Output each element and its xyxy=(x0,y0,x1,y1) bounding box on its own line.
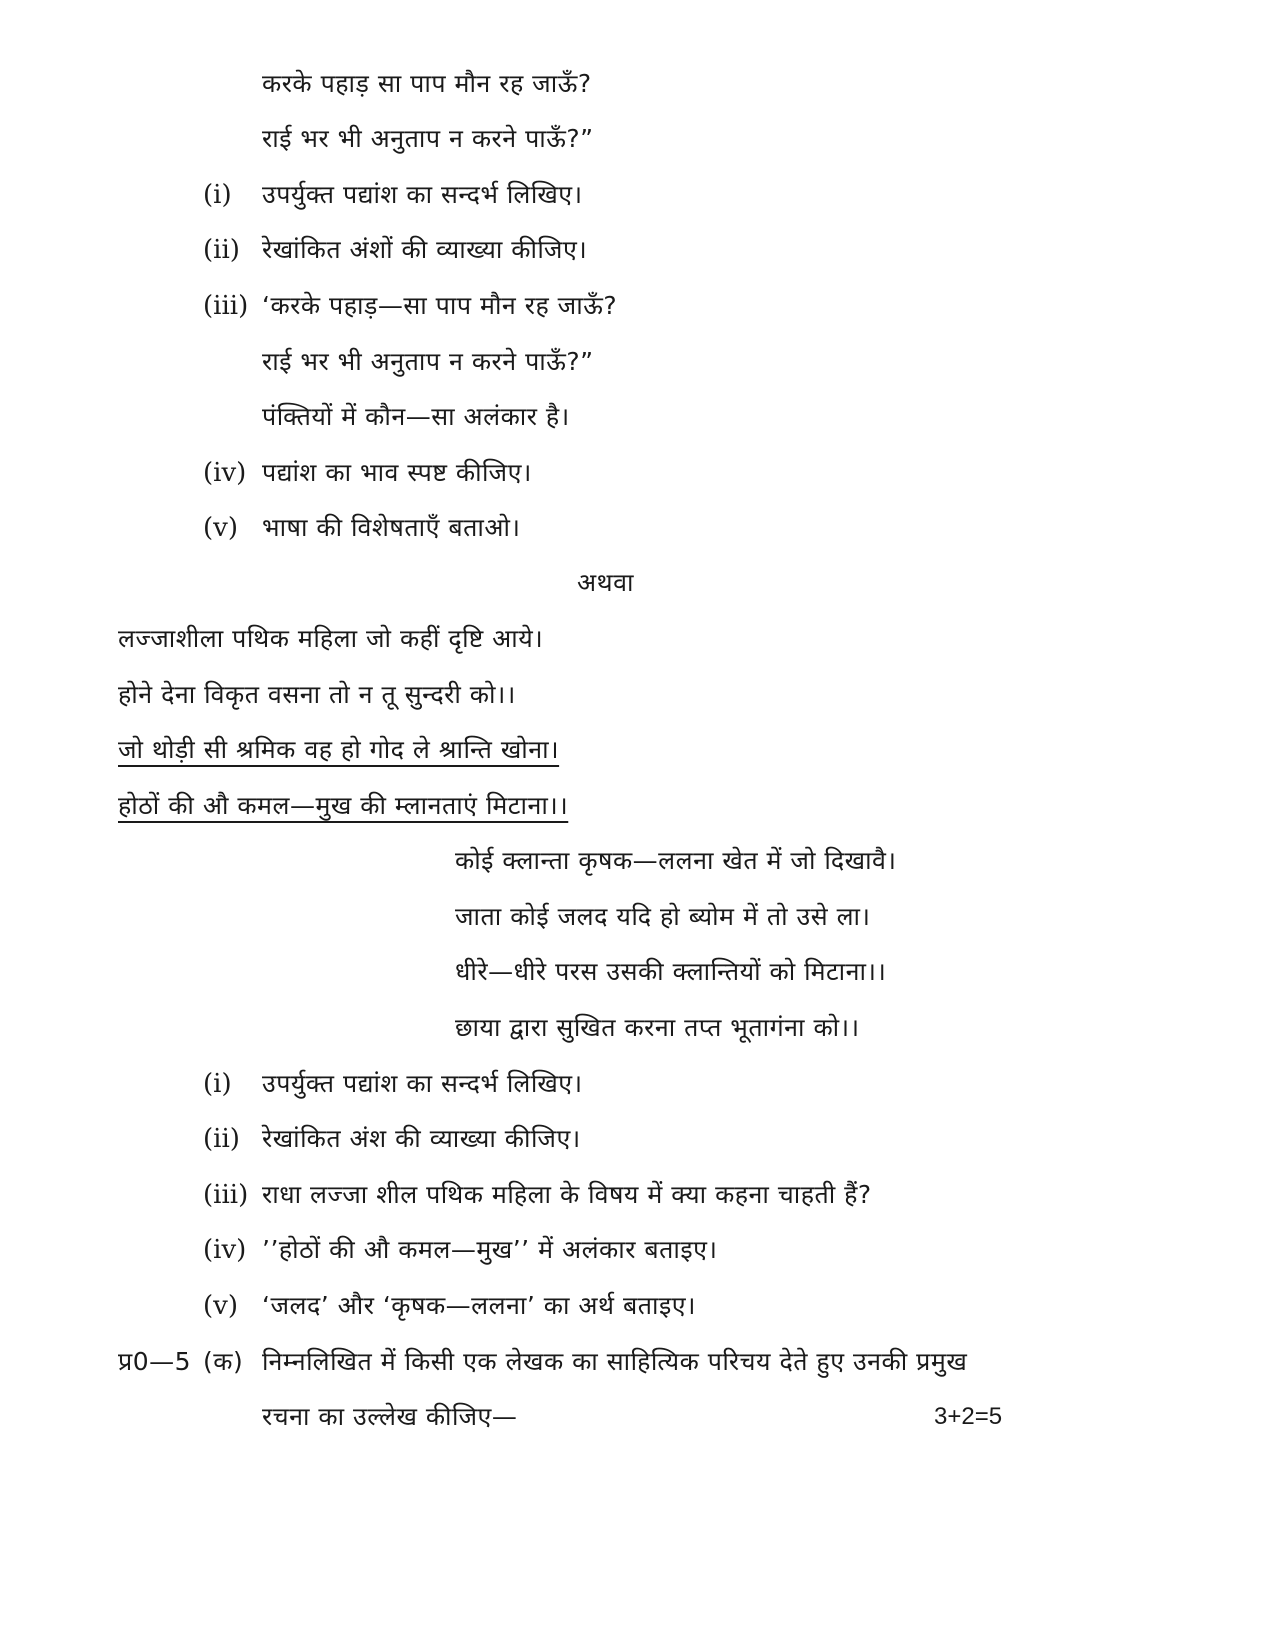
question-text: रेखांकित अंशों की व्याख्या कीजिए। xyxy=(262,235,588,264)
question-text: पद्यांश का भाव स्पष्ट कीजिए। xyxy=(262,458,532,487)
question-text: भाषा की विशेषताएँ बताओ। xyxy=(262,513,521,542)
question-number: (iii) xyxy=(203,291,249,321)
poem-line: छाया द्वारा सुखित करना तप्त भूतागंना को।। xyxy=(455,1013,860,1042)
poem-line: लज्जाशीला पथिक महिला जो कहीं दृष्टि आये। xyxy=(118,624,544,653)
poem-line: धीरे—धीरे परस उसकी क्लान्तियों को मिटाना।। xyxy=(455,957,887,986)
poem-line: राई भर भी अनुताप न करने पाऊँ?” xyxy=(262,124,594,153)
question-text: उपर्युक्त पद्यांश का सन्दर्भ लिखिए। xyxy=(262,180,583,209)
question-text: निम्नलिखित में किसी एक लेखक का साहित्यिक परिचय देते हुए उनकी प्रमुख xyxy=(262,1347,968,1376)
question-label: प्र0—5 xyxy=(118,1347,192,1376)
question-number: (v) xyxy=(203,1291,238,1321)
question-number: (iii) xyxy=(203,1180,249,1210)
question-text: राधा लज्जा शील पथिक महिला के विषय में क्या कहना चाहती हैं? xyxy=(262,1180,872,1209)
question-number: (iv) xyxy=(203,1235,247,1265)
question-number: (ii) xyxy=(203,1124,240,1154)
question-text: ‘जलद’ और ‘कृषक—ललना’ का अर्थ बताइए। xyxy=(262,1291,697,1320)
underlined-poem-line: जो थोड़ी सी श्रमिक वह हो गोद ले श्रान्ति खोना। xyxy=(118,735,560,764)
or-divider: अथवा xyxy=(577,568,634,597)
underlined-poem-line: होठों की औ कमल—मुख की म्लानताएं मिटाना।। xyxy=(118,791,569,820)
question-text: ’’होठों की औ कमल—मुख’’ में अलंकार बताइए। xyxy=(262,1235,718,1264)
question-text: उपर्युक्त पद्यांश का सन्दर्भ लिखिए। xyxy=(262,1069,583,1098)
question-number: (v) xyxy=(203,513,238,543)
question-number: (ii) xyxy=(203,235,240,265)
marks-allocation: 3+2=5 xyxy=(934,1403,1003,1430)
question-number: (i) xyxy=(203,180,232,210)
poem-line: कोई क्लान्ता कृषक—ललना खेत में जो दिखावै। xyxy=(455,846,897,875)
question-text: राई भर भी अनुताप न करने पाऊँ?” xyxy=(262,347,594,376)
question-text: रेखांकित अंश की व्याख्या कीजिए। xyxy=(262,1124,581,1153)
question-number: (iv) xyxy=(203,458,247,488)
question-number: (i) xyxy=(203,1069,232,1099)
poem-line: जाता कोई जलद यदि हो ब्योम में तो उसे ला। xyxy=(455,902,871,931)
poem-line: होने देना विकृत वसना तो न तू सुन्दरी को।। xyxy=(118,680,516,709)
poem-line: करके पहाड़ सा पाप मौन रह जाऊँ? xyxy=(262,69,592,98)
question-part: (क) xyxy=(203,1347,244,1376)
question-text: रचना का उल्लेख कीजिए— xyxy=(262,1402,518,1431)
question-text: ‘करके पहाड़—सा पाप मौन रह जाऊँ? xyxy=(262,291,618,320)
question-text: पंक्तियों में कौन—सा अलंकार है। xyxy=(262,402,570,431)
